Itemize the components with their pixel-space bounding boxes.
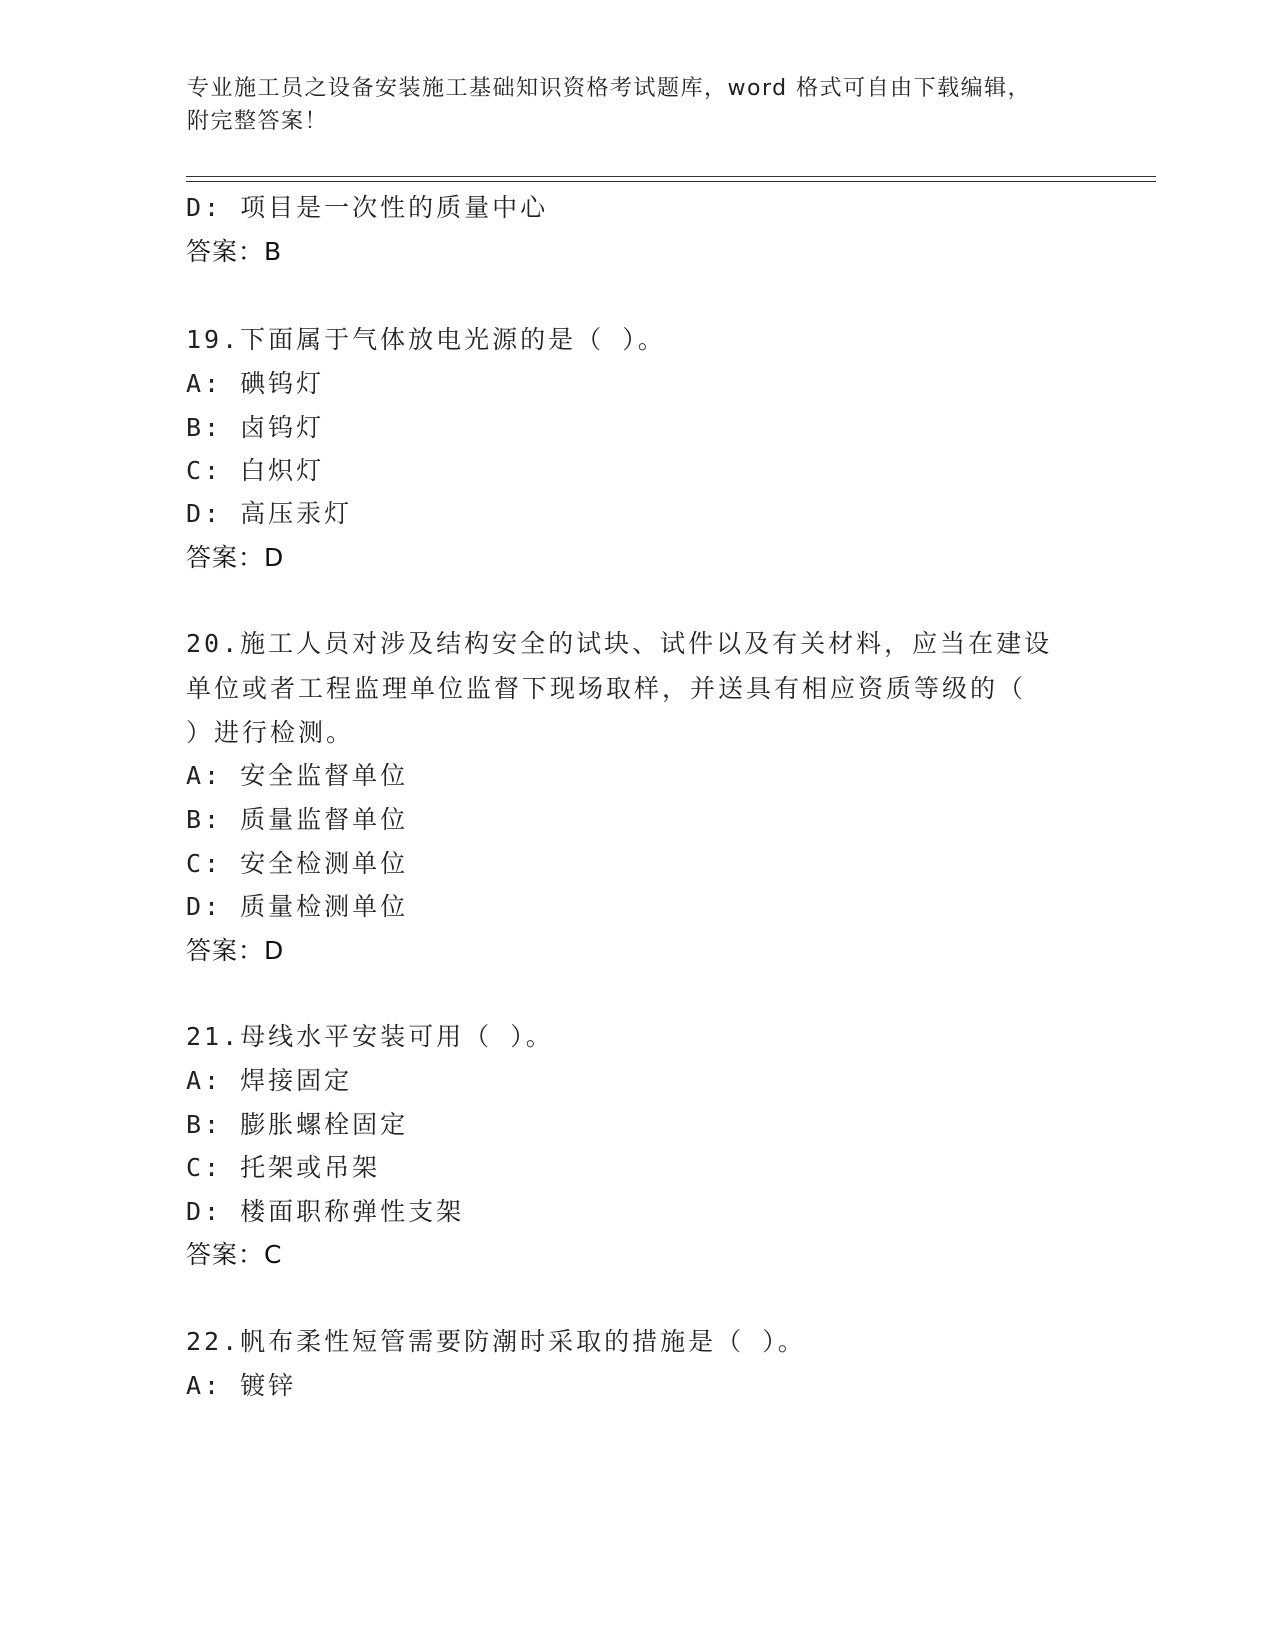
question-19-option-c: C: 白炽灯 <box>186 456 325 485</box>
header-divider-bottom <box>186 181 1156 182</box>
question-20-option-c: C: 安全检测单位 <box>186 849 409 878</box>
document-header <box>187 72 1087 138</box>
question-21-option-c: C: 托架或吊架 <box>186 1153 381 1182</box>
question-19-option-d: D: 高压汞灯 <box>186 499 353 528</box>
question-20-stem-line-3: ）进行检测。 <box>186 718 355 747</box>
question-20-option-d: D: 质量检测单位 <box>186 892 409 921</box>
question-21-option-d: D: 楼面职称弹性支架 <box>186 1197 465 1226</box>
header-divider-top <box>186 176 1156 177</box>
question-19-option-a: A: 碘钨灯 <box>186 369 325 398</box>
header-line-2: 附完整答案！ <box>187 109 329 134</box>
question-22-option-a: A: 镀锌 <box>186 1371 297 1400</box>
question-18-option-d: D: 项目是一次性的质量中心 <box>186 193 549 222</box>
question-19-option-b: B: 卤钨灯 <box>186 413 325 442</box>
question-21-stem: 21.母线水平安装可用（ ）。 <box>186 1022 554 1051</box>
question-20-option-b: B: 质量监督单位 <box>186 805 409 834</box>
question-21-option-b: B: 膨胀螺栓固定 <box>186 1110 409 1139</box>
question-20-stem-line-1: 20.施工人员对涉及结构安全的试块、试件以及有关材料，应当在建设 <box>186 629 1053 658</box>
question-19-answer: 答案：D <box>186 543 285 572</box>
question-22-stem: 22.帆布柔性短管需要防潮时采取的措施是（ ）。 <box>186 1327 806 1356</box>
question-20-answer: 答案：D <box>186 936 285 965</box>
question-18-answer: 答案：B <box>186 237 283 266</box>
question-20-stem-line-2: 单位或者工程监理单位监督下现场取样，并送具有相应资质等级的（ <box>186 674 1027 703</box>
question-20-option-a: A: 安全监督单位 <box>186 761 409 790</box>
question-21-answer: 答案：C <box>186 1240 283 1269</box>
question-21-option-a: A: 焊接固定 <box>186 1066 353 1095</box>
question-19-stem: 19.下面属于气体放电光源的是（ ）。 <box>186 325 666 354</box>
header-line-1: 专业施工员之设备安装施工基础知识资格考试题库，word 格式可自由下载编辑， <box>187 76 1032 101</box>
